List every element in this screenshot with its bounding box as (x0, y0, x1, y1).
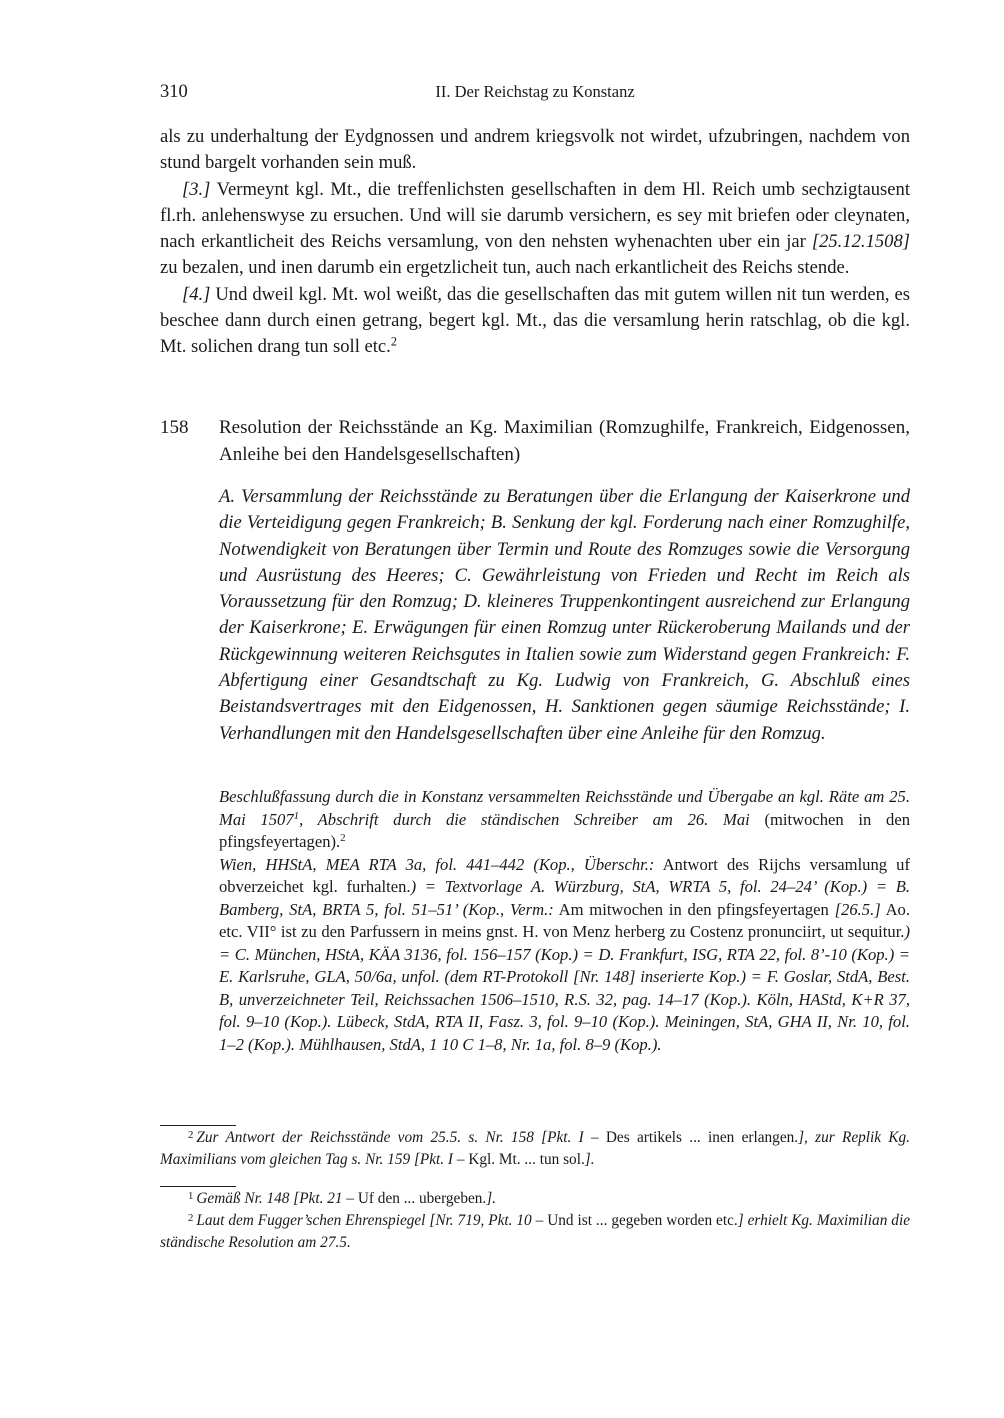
page-number: 310 (160, 82, 188, 102)
running-title: II. Der Reichstag zu Konstanz (435, 82, 635, 101)
footnote: $^2$ Zur Antwort der Reichsstände vom 25.5. s. Nr. 158 [Pkt. I – Des artikels ... inen erlangen.], zur Replik Kg. Maximilians vom gleichen Tag s. Nr. 159 [Pkt. I – Kgl. Mt. ... tun sol.]. (160, 1129, 910, 1168)
document-number: 158 (160, 417, 189, 438)
paragraph-3: [3.] Vermeynt kgl. Mt., die treffenlichsten gesellschaften in dem Hl. Reich umb sechzigtausent fl.rh. anlehenswyse zu ersuchen. Und will sie darumb versichern, es sey mit briefen oder cleynaten, nach erkantlicheit des Reichs versamlung, von den nehsten wyhenachten uber ein jar [25.12.1508] zu bezalen, und inen darumb ein ergetzlicheit tun, auch nach erkantlicheit des Reichs stende. (160, 178, 910, 279)
document-heading (160, 415, 910, 468)
body-text (160, 124, 910, 361)
section-mark: [3.] (182, 178, 211, 200)
footnotes-previous-document (160, 1127, 910, 1171)
footnote-ref[interactable]: 2 (390, 334, 397, 349)
footnote-ref[interactable]: 1 (293, 809, 300, 822)
source-list: Wien, HHStA, MEA RTA 3a, fol. 441–442 (Kop., Überschr.: Antwort des Rijchs versamlung uf obverzeichet kgl. furhalten.) = Textvorlage A. Würzburg, StA, WRTA 5, fol. 24–24’ (Kop.) = B. Bamberg, StA, BRTA 5, fol. 51–51’ (Kop., Verm.: Am mitwochen in den pfingsfeyertagen [26.5.] Ao. etc. VII° ist zu den Parfussern in meins gnst. H. von Menz herberg zu Costenz pronunciirt, ut sequitur.) = C. München, HStA, KÄA 3136, fol. 156–157 (Kop.) = D. Frankfurt, ISG, RTA 22, fol. 8’-10 (Kop.) = E. Karlsruhe, GLA, 50/6a, unfol. (dem RT-Protokoll [Nr. 148] inserierte Kop.) = F. Goslar, StdA, Best. B, unverzeichneter Teil, Reichssachen 1506–1510, R.S. 32, pag. 14–17 (Kop.). Köln, HAStd, K+R 37, fol. 9–10 (Kop.). Lübeck, StdA, RTA II, Fasz. 3, fol. 9–10 (Kop.). Meiningen, StA, GHA II, Nr. 10, fol. 1–2 (Kop.). Mühlhausen, StdA, 1 10 C 1–8, Nr. 1a, fol. 8–9 (Kop.). (219, 854, 911, 1054)
footnote: $^1$ Gemäß Nr. 148 [Pkt. 21 – Uf den ... ubergeben.]. (188, 1190, 497, 1207)
footnotes-document-158 (160, 1188, 910, 1254)
footnote-rule (160, 1186, 236, 1187)
editorial-date: [25.12.1508] (811, 231, 910, 253)
document-title: Resolution der Reichsstände an Kg. Maximilian (Romzughilfe, Frankreich, Eidgenossen, Anleihe bei den Handelsgesellschaften) (219, 417, 910, 465)
running-head (160, 82, 910, 106)
source-apparatus (219, 786, 910, 1056)
footnote: $^2$ Laut dem Fugger’schen Ehrenspiegel [Nr. 719, Pkt. 10 – Und ist ... gegeben worden etc.] erhielt Kg. Maximilian die ständische Resolution am 27.5. (160, 1212, 910, 1251)
footnote-ref[interactable]: 2 (340, 831, 346, 844)
paragraph-4: [4.] Und dweil kgl. Mt. wol weißt, das die gesellschaften das mit gutem willen nit tun werden, es beschee dann durch einen getrang, begert kgl. Mt., das die versamlung herin ratschlag, ob die kgl. Mt. solichen drang tun soll etc.$^2$ (160, 283, 910, 358)
footnote-rule (160, 1125, 236, 1126)
section-mark: [4.] (182, 283, 211, 305)
dating-note: Beschlußfassung durch die in Konstanz versammelten Reichsstände und Übergabe an kgl. Räte am 25. Mai 1507$^1$, Abschrift durch die ständischen Schreiber am 26. Mai (mitwochen in den pfingsfeyertagen).$^2$ (219, 787, 910, 851)
paragraph-continuation: als zu underhaltung der Eydgnossen und andrem kriegsvolk not wirdet, ufzubringen, nachdem von stund bargelt vorhanden sein muß. (160, 126, 910, 174)
document-regest: A. Versammlung der Reichsstände zu Beratungen über die Erlangung der Kaiserkrone und die Verteidigung gegen Frankreich; B. Senkung der kgl. Forderung nach einer Romzughilfe, Notwendigkeit von Beratungen über Termin und Route des Romzuges sowie die Versorgung und Ausrüstung des Heeres; C. Gewährleistung von Frieden und Recht im Reich als Voraussetzung für den Romzug; D. kleineres Truppenkontingent ausreichend zur Erlangung der Kaiserkrone; E. Erwägungen für einen Romzug unter Rückeroberung Mailands und der Rückgewinnung weiteren Reichsgutes in Italien sowie zum Widerstand gegen Frankreich: F. Abfertigung einer Gesandtschaft zu Kg. Ludwig von Frankreich, G. Abschluß eines Beistandsvertrages mit den Eidgenossen, H. Sanktionen gegen säumige Reichsstände; I. Verhandlungen mit den Handelsgesellschaften über eine Anleihe für den Romzug. (219, 486, 910, 744)
